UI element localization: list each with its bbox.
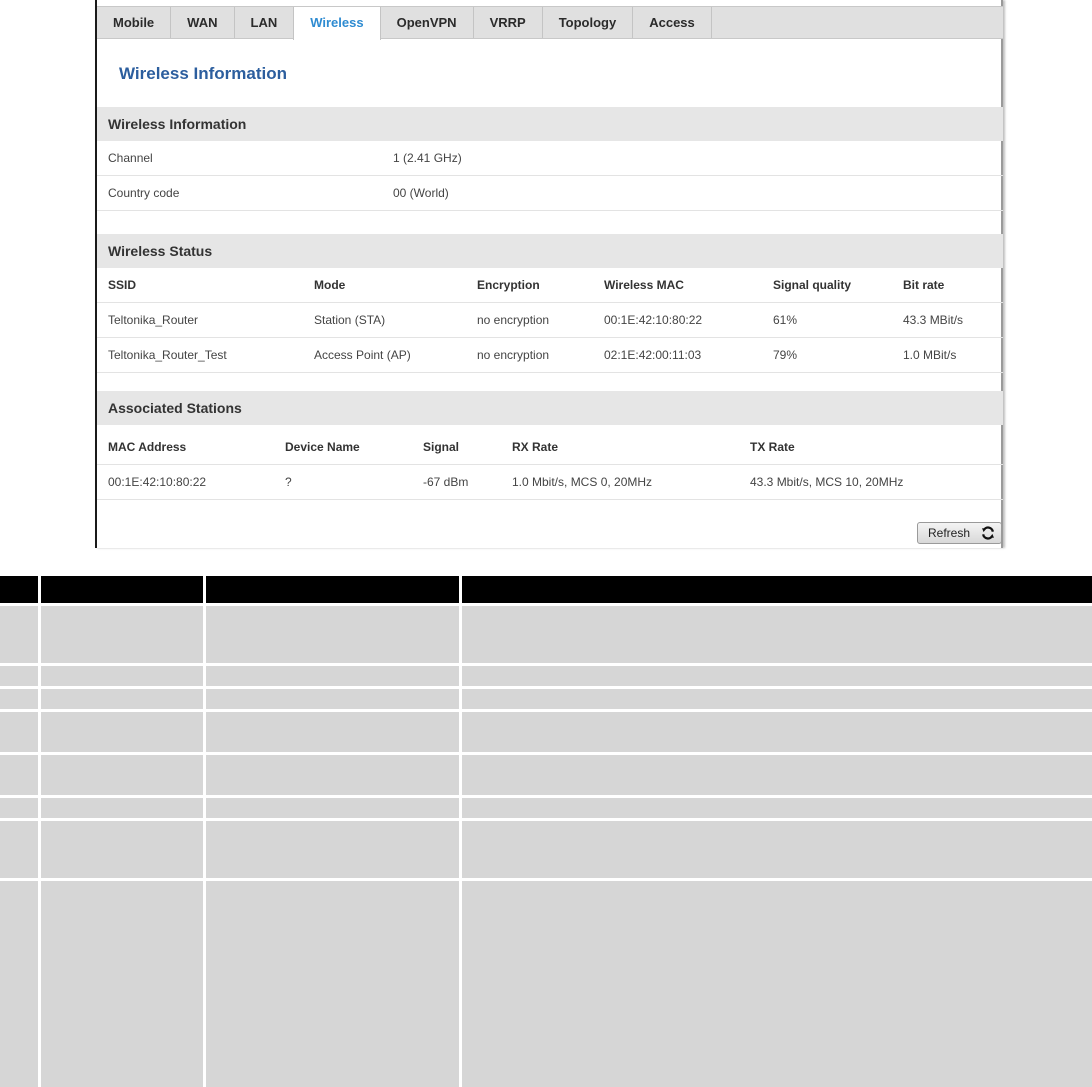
refresh-icon (981, 526, 995, 540)
cell-tx-rate: 43.3 Mbit/s, MCS 10, 20MHz (750, 475, 904, 489)
column-header-tx-rate: TX Rate (750, 440, 795, 454)
info-label: Channel (108, 151, 153, 165)
column-header-encryption: Encryption (477, 278, 540, 292)
table-row (97, 465, 1003, 500)
tab-wireless[interactable]: Wireless (293, 7, 380, 40)
refresh-button-label: Refresh (928, 526, 971, 540)
cell-encryption: no encryption (477, 348, 550, 362)
cell-device-name: ? (285, 475, 292, 489)
tab-openvpn[interactable]: OpenVPN (381, 7, 474, 38)
info-row-channel (97, 141, 1003, 176)
column-divider (38, 576, 41, 1087)
column-header-mode: Mode (314, 278, 346, 292)
cell-bit-rate: 43.3 MBit/s (903, 313, 964, 327)
table-row (0, 689, 1092, 709)
cell-signal-quality: 79% (773, 348, 798, 362)
section-header-wireless-status: Wireless Status (97, 234, 1003, 268)
empty-table (0, 576, 1092, 1087)
stations-table-header (97, 430, 1003, 465)
table-row (0, 821, 1092, 878)
router-panel (95, 0, 1003, 548)
refresh-button[interactable] (917, 522, 1002, 544)
column-header-mac-address: MAC Address (108, 440, 187, 454)
tab-mobile[interactable]: Mobile (97, 7, 171, 38)
table-row (0, 798, 1092, 818)
info-label: Country code (108, 186, 180, 200)
tab-topology[interactable]: Topology (543, 7, 634, 38)
column-header-signal: Signal (423, 440, 460, 454)
cell-wireless-mac: 00:1E:42:10:80:22 (604, 313, 703, 327)
cell-ssid: Teltonika_Router_Test (108, 348, 227, 362)
info-value: 00 (World) (393, 186, 449, 200)
info-row-country-code (97, 176, 1003, 211)
table-row (0, 881, 1092, 1087)
cell-bit-rate: 1.0 MBit/s (903, 348, 957, 362)
column-divider (203, 576, 206, 1087)
cell-encryption: no encryption (477, 313, 550, 327)
cell-wireless-mac: 02:1E:42:00:11:03 (604, 348, 702, 362)
table-row (97, 303, 1003, 338)
table-row (0, 712, 1092, 752)
tab-vrrp[interactable]: VRRP (474, 7, 543, 38)
tab-wan[interactable]: WAN (171, 7, 234, 38)
cell-signal: -67 dBm (423, 475, 469, 489)
empty-table-header (0, 576, 1092, 603)
table-row (97, 338, 1003, 373)
cell-rx-rate: 1.0 Mbit/s, MCS 0, 20MHz (512, 475, 653, 489)
tab-bar (97, 6, 1003, 39)
section-header-wireless-information: Wireless Information (97, 107, 1003, 141)
info-value: 1 (2.41 GHz) (393, 151, 462, 165)
column-divider (459, 576, 462, 1087)
table-row (0, 666, 1092, 686)
cell-mode: Station (STA) (314, 313, 386, 327)
cell-ssid: Teltonika_Router (108, 313, 199, 327)
column-header-bit-rate: Bit rate (903, 278, 945, 292)
cell-mac-address: 00:1E:42:10:80:22 (108, 475, 207, 489)
column-header-rx-rate: RX Rate (512, 440, 559, 454)
table-row (0, 606, 1092, 663)
tab-lan[interactable]: LAN (235, 7, 295, 38)
section-header-associated-stations: Associated Stations (97, 391, 1003, 425)
cell-mode: Access Point (AP) (314, 348, 411, 362)
column-header-ssid: SSID (108, 278, 137, 292)
column-header-signal-quality: Signal quality (773, 278, 852, 292)
table-row (0, 755, 1092, 795)
page-title: Wireless Information (119, 64, 287, 83)
column-header-device-name: Device Name (285, 440, 360, 454)
status-table-header (97, 268, 1003, 303)
cell-signal-quality: 61% (773, 313, 798, 327)
column-header-wireless-mac: Wireless MAC (604, 278, 684, 292)
tab-access[interactable]: Access (633, 7, 712, 38)
